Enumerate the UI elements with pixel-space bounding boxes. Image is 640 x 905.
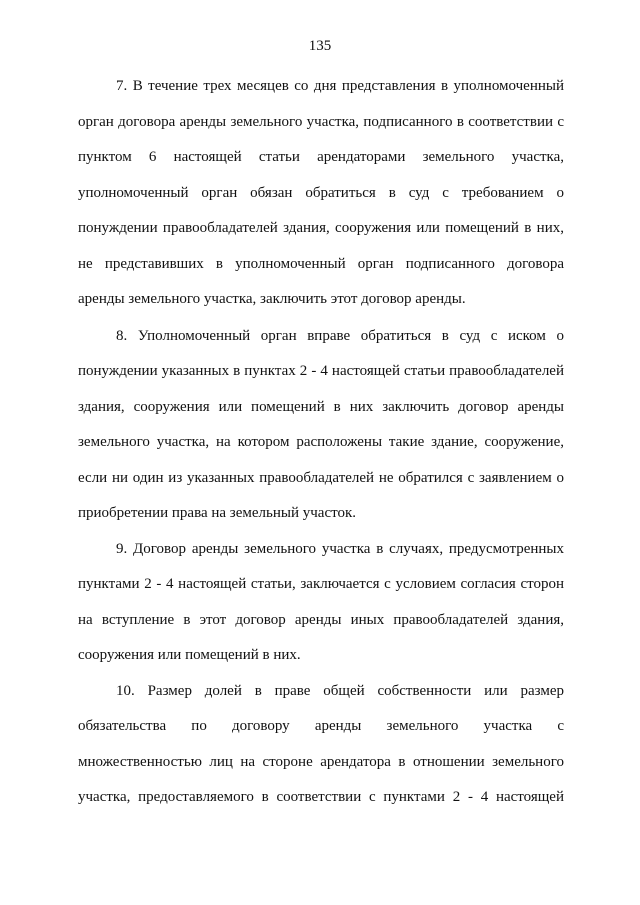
text-line: множественностью лиц на стороне арендатора в отношении земельного	[78, 753, 564, 770]
paragraph-9	[78, 532, 564, 674]
text-line: на вступление в этот договор аренды иных правообладателей здания,	[78, 611, 564, 628]
text-line: 7. В течение трех месяцев со дня представления в уполномоченный	[116, 78, 564, 94]
text-line: понуждении правообладателей здания, сооружения или помещений в них,	[78, 220, 564, 236]
text-line: пунктом 6 настоящей статьи арендаторами земельного участка,	[78, 149, 564, 165]
text-line: аренды земельного участка, заключить этот договор аренды.	[78, 291, 466, 307]
text-line: обязательства по договору аренды земельного участка с	[78, 718, 564, 734]
text-line: здания, сооружения или помещений в них заключить договор аренды	[78, 398, 564, 415]
paragraph-7	[78, 69, 564, 318]
text-line: 10. Размер долей в праве общей собственности или размер	[116, 682, 564, 699]
text-line: пунктами 2 - 4 настоящей статьи, заключается с условием согласия сторон	[78, 576, 564, 592]
page-number: 135	[308, 38, 332, 54]
text-line: понуждении указанных в пунктах 2 - 4 настоящей статьи правообладателей	[78, 363, 564, 379]
text-line: орган договора аренды земельного участка, подписанного в соответствии с	[78, 113, 564, 130]
text-line: участка, предоставляемого в соответствии с пунктами 2 - 4 настоящей	[78, 789, 564, 805]
paragraph-8	[78, 319, 564, 532]
text-line: уполномоченный орган обязан обратиться в суд с требованием о	[78, 184, 564, 201]
text-line: 9. Договор аренды земельного участка в случаях, предусмотренных	[116, 540, 564, 557]
text-line: не представивших в уполномоченный орган подписанного договора	[78, 255, 564, 272]
document-body	[78, 69, 564, 816]
text-line: 8. Уполномоченный орган вправе обратиться в суд с иском о	[116, 327, 564, 344]
text-line: земельного участка, на котором расположены такие здание, сооружение,	[78, 434, 564, 450]
paragraph-10	[78, 674, 564, 816]
text-line: если ни один из указанных правообладателей не обратился с заявлением о	[78, 469, 564, 486]
text-line: приобретении права на земельный участок.	[78, 505, 356, 521]
text-line: сооружения или помещений в них.	[78, 647, 301, 663]
